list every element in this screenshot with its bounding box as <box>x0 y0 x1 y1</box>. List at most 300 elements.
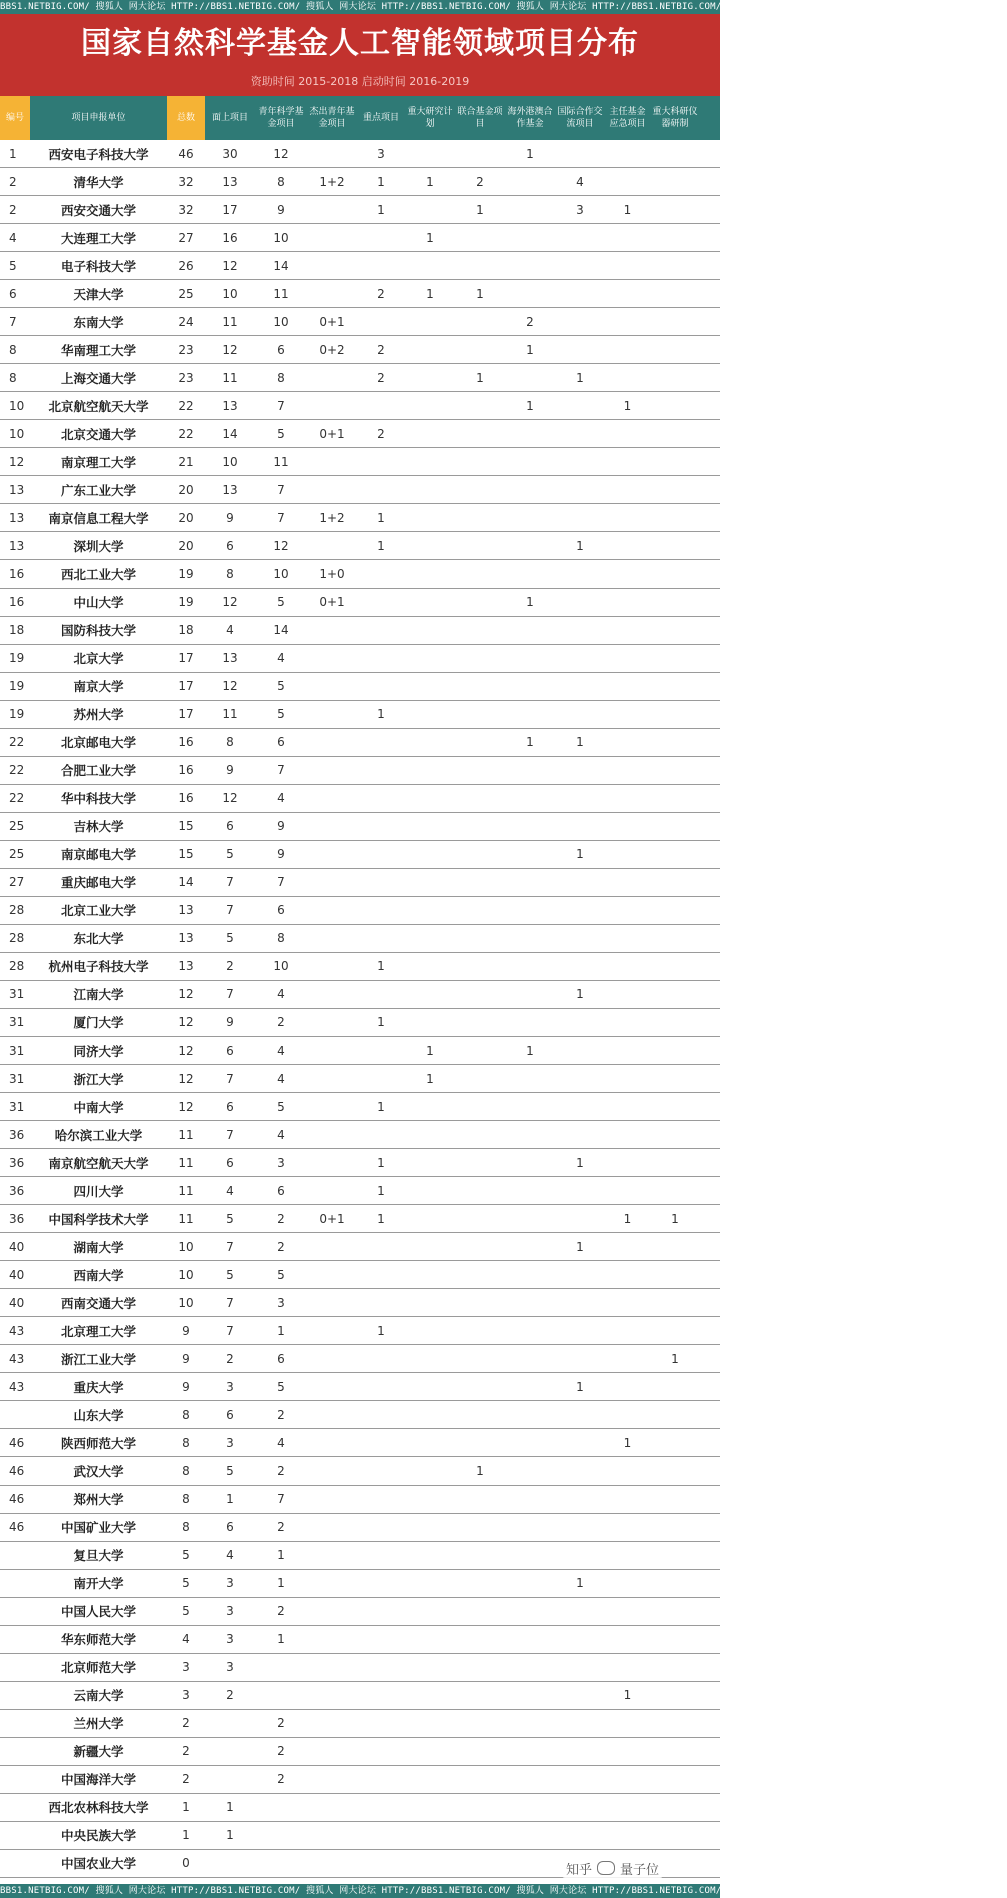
value-cell <box>357 1037 405 1064</box>
value-cell <box>455 645 505 672</box>
value-cell <box>650 392 700 419</box>
value-cell <box>505 1261 555 1288</box>
value-cell <box>555 392 605 419</box>
value-cell <box>605 953 650 980</box>
value-cell <box>405 617 455 644</box>
institution-cell: 合肥工业大学 <box>60 763 136 779</box>
value-cell <box>307 1766 357 1793</box>
table-row <box>0 1177 720 1205</box>
institution-cell: 中央民族大学 <box>60 1828 136 1844</box>
institution-cell: 湖南大学 <box>73 1239 124 1255</box>
value-cell <box>650 252 700 279</box>
value-cell <box>555 813 605 840</box>
value-cell <box>605 1177 650 1204</box>
value-cell: 7 <box>277 398 285 413</box>
value-cell <box>555 1289 605 1316</box>
value-cell: 14 <box>178 875 194 890</box>
value-cell: 1 <box>576 1379 584 1394</box>
value-cell <box>555 1766 605 1793</box>
watermark-top: BBS1.NETBIG.COM/ 搜狐人 网大论坛 HTTP://BBS1.NETBIG.COM/ 搜狐人 网大论坛 HTTP://BBS1.NETBIG.COM/ 搜狐人 网大论坛 HTTP://BBS1.NETBIG.COM/ 搜狐人 网大论坛 HTTP://BBS1.NETBIG.COM/ 搜狐人 网大论坛 <box>0 2 1007 12</box>
rank-cell: 40 <box>9 1239 25 1254</box>
value-cell <box>555 1009 605 1036</box>
value-cell <box>555 224 605 251</box>
value-cell <box>605 1542 650 1569</box>
value-cell <box>650 981 700 1008</box>
value-cell <box>605 1401 650 1428</box>
value-cell: 8 <box>182 1520 190 1535</box>
value-cell <box>357 1794 405 1821</box>
value-cell <box>505 813 555 840</box>
value-cell <box>650 785 700 812</box>
value-cell: 1 <box>623 1435 632 1450</box>
value-cell: 1 <box>576 370 584 385</box>
value-cell <box>357 1626 405 1653</box>
institution-cell: 北京交通大学 <box>60 426 136 442</box>
value-cell <box>455 1486 505 1513</box>
table-row <box>0 1093 720 1121</box>
value-cell: 1 <box>377 174 385 189</box>
value-cell: 8 <box>277 931 285 946</box>
value-cell: 2 <box>226 959 234 974</box>
value-cell <box>650 589 700 616</box>
value-cell <box>505 925 555 952</box>
value-cell: 12 <box>222 342 238 357</box>
value-cell <box>555 673 605 700</box>
value-cell <box>405 448 455 475</box>
value-cell <box>455 252 505 279</box>
value-cell: 13 <box>222 651 238 666</box>
institution-cell: 重庆邮电大学 <box>60 875 136 891</box>
value-cell <box>405 364 455 391</box>
value-cell <box>505 224 555 251</box>
value-cell <box>455 448 505 475</box>
value-cell <box>307 280 357 307</box>
value-cell: 1 <box>377 1211 385 1226</box>
value-cell <box>455 1177 505 1204</box>
rank-cell: 13 <box>9 482 25 497</box>
value-cell <box>555 785 605 812</box>
value-cell <box>307 1373 357 1400</box>
value-cell: 1 <box>277 1632 285 1647</box>
value-cell <box>505 1205 555 1232</box>
value-cell <box>605 1121 650 1148</box>
table-row <box>0 1401 720 1429</box>
value-cell <box>505 1121 555 1148</box>
value-cell <box>307 897 357 924</box>
header-distinguished-youth: 杰出青年基金项目 <box>309 107 355 129</box>
table-row <box>0 1794 720 1822</box>
table-row <box>0 813 720 841</box>
value-cell <box>205 1850 255 1877</box>
value-cell <box>505 1345 555 1372</box>
rank-cell: 31 <box>9 1015 25 1030</box>
value-cell: 9 <box>277 847 285 862</box>
value-cell <box>605 420 650 447</box>
value-cell: 5 <box>182 1548 190 1563</box>
value-cell <box>405 1738 455 1765</box>
value-cell <box>455 1205 505 1232</box>
rank-cell: 46 <box>9 1463 25 1478</box>
value-cell <box>650 1401 700 1428</box>
value-cell <box>455 1233 505 1260</box>
rank-cell: 31 <box>9 987 25 1002</box>
value-cell: 17 <box>178 679 194 694</box>
value-cell <box>555 1429 605 1456</box>
table-row <box>0 224 720 252</box>
value-cell <box>505 1486 555 1513</box>
value-cell: 1 <box>576 735 584 750</box>
value-cell: 1 <box>623 202 632 217</box>
value-cell <box>605 252 650 279</box>
institution-cell: 南京理工大学 <box>60 454 136 470</box>
rank-cell <box>0 1626 30 1653</box>
value-cell <box>455 1261 505 1288</box>
value-cell <box>307 1598 357 1625</box>
institution-cell: 西安交通大学 <box>60 202 136 218</box>
value-cell <box>307 196 357 223</box>
institution-cell: 中国农业大学 <box>60 1856 136 1872</box>
rank-cell <box>0 1598 30 1625</box>
value-cell <box>650 1710 700 1737</box>
value-cell: 2 <box>277 1716 285 1731</box>
value-cell <box>307 224 357 251</box>
institution-cell: 四川大学 <box>73 1183 124 1199</box>
value-cell <box>605 785 650 812</box>
value-cell <box>455 476 505 503</box>
value-cell <box>605 504 650 531</box>
value-cell: 0+2 <box>319 342 345 357</box>
value-cell: 0+1 <box>319 595 345 610</box>
value-cell: 1 <box>526 735 534 750</box>
value-cell: 7 <box>277 510 285 525</box>
value-cell <box>405 1822 455 1849</box>
rank-cell: 36 <box>9 1183 25 1198</box>
value-cell: 12 <box>178 1043 194 1058</box>
value-cell <box>650 1289 700 1316</box>
rank-cell: 2 <box>9 174 17 189</box>
value-cell: 2 <box>182 1716 190 1731</box>
value-cell <box>405 476 455 503</box>
value-cell <box>307 392 357 419</box>
value-cell <box>650 336 700 363</box>
value-cell <box>307 785 357 812</box>
value-cell: 12 <box>273 146 289 161</box>
value-cell: 4 <box>277 1071 285 1086</box>
institution-cell: 吉林大学 <box>73 819 124 835</box>
value-cell <box>405 925 455 952</box>
value-cell <box>505 869 555 896</box>
value-cell: 7 <box>226 1239 234 1254</box>
value-cell <box>605 1738 650 1765</box>
institution-cell: 西北农林科技大学 <box>48 1800 149 1816</box>
value-cell: 4 <box>182 1632 190 1647</box>
value-cell <box>455 532 505 559</box>
value-cell <box>650 869 700 896</box>
value-cell <box>555 1205 605 1232</box>
value-cell: 7 <box>226 1071 234 1086</box>
rank-cell <box>0 1682 30 1709</box>
institution-cell: 天津大学 <box>73 286 124 302</box>
value-cell <box>555 897 605 924</box>
institution-cell: 杭州电子科技大学 <box>48 959 149 975</box>
value-cell: 9 <box>182 1323 190 1338</box>
value-cell <box>605 981 650 1008</box>
value-cell <box>405 1345 455 1372</box>
value-cell: 0+1 <box>319 314 345 329</box>
value-cell <box>505 1766 555 1793</box>
value-cell <box>405 1373 455 1400</box>
value-cell <box>505 364 555 391</box>
table-row <box>0 617 720 645</box>
value-cell <box>307 617 357 644</box>
value-cell <box>555 476 605 503</box>
value-cell <box>455 1850 505 1877</box>
institution-cell: 中国科学技术大学 <box>48 1211 149 1227</box>
value-cell <box>357 617 405 644</box>
value-cell: 8 <box>277 174 285 189</box>
value-cell <box>405 1457 455 1484</box>
table-row <box>0 953 720 981</box>
table-row <box>0 560 720 588</box>
value-cell <box>405 560 455 587</box>
value-cell <box>605 1345 650 1372</box>
institution-cell: 重庆大学 <box>73 1379 124 1395</box>
value-cell <box>555 645 605 672</box>
value-cell: 19 <box>178 566 194 581</box>
value-cell <box>455 1121 505 1148</box>
value-cell <box>357 1457 405 1484</box>
value-cell: 11 <box>273 454 289 469</box>
value-cell <box>555 1794 605 1821</box>
table-row <box>0 1149 720 1177</box>
value-cell <box>455 420 505 447</box>
value-cell <box>505 1093 555 1120</box>
page-subtitle: 资助时间 2015-2018 启动时间 2016-2019 <box>0 72 720 96</box>
institution-cell: 清华大学 <box>73 174 124 190</box>
value-cell <box>405 1317 455 1344</box>
institution-cell: 北京理工大学 <box>60 1323 136 1339</box>
value-cell <box>505 1401 555 1428</box>
table-row <box>0 1457 720 1485</box>
value-cell: 1 <box>377 707 385 722</box>
institution-cell: 陕西师范大学 <box>60 1435 136 1451</box>
value-cell: 13 <box>178 959 194 974</box>
value-cell <box>307 1345 357 1372</box>
institution-cell: 厦门大学 <box>73 1015 124 1031</box>
value-cell <box>455 1345 505 1372</box>
value-cell <box>357 1233 405 1260</box>
value-cell: 1+0 <box>319 566 345 581</box>
value-cell: 3 <box>226 1660 234 1675</box>
value-cell: 1 <box>526 1043 534 1058</box>
value-cell <box>605 841 650 868</box>
institution-cell: 北京工业大学 <box>60 903 136 919</box>
value-cell <box>357 673 405 700</box>
table-row <box>0 673 720 701</box>
rank-cell: 13 <box>9 510 25 525</box>
value-cell <box>405 729 455 756</box>
value-cell <box>405 1149 455 1176</box>
value-cell <box>307 140 357 167</box>
table-row <box>0 476 720 504</box>
value-cell <box>405 1626 455 1653</box>
value-cell: 1 <box>526 398 534 413</box>
value-cell <box>455 1794 505 1821</box>
value-cell: 4 <box>226 623 234 638</box>
value-cell: 7 <box>226 987 234 1002</box>
institution-cell: 南京邮电大学 <box>60 847 136 863</box>
value-cell <box>505 1373 555 1400</box>
value-cell: 7 <box>226 1323 234 1338</box>
value-cell: 1 <box>377 959 385 974</box>
value-cell <box>357 981 405 1008</box>
value-cell <box>650 1121 700 1148</box>
value-cell: 8 <box>182 1407 190 1422</box>
value-cell <box>357 589 405 616</box>
value-cell: 2 <box>182 1744 190 1759</box>
value-cell: 11 <box>222 314 238 329</box>
value-cell <box>307 1009 357 1036</box>
value-cell <box>650 1738 700 1765</box>
value-cell: 5 <box>277 595 285 610</box>
institution-cell: 北京邮电大学 <box>60 735 136 751</box>
value-cell <box>650 729 700 756</box>
value-cell: 3 <box>277 1155 285 1170</box>
rank-cell: 40 <box>9 1295 25 1310</box>
value-cell: 30 <box>222 146 238 161</box>
value-cell: 7 <box>226 903 234 918</box>
value-cell: 5 <box>277 679 285 694</box>
value-cell <box>505 1317 555 1344</box>
table-row <box>0 1009 720 1037</box>
value-cell: 1 <box>277 1576 285 1591</box>
value-cell <box>505 420 555 447</box>
value-cell <box>455 1710 505 1737</box>
value-cell: 23 <box>178 370 194 385</box>
header-joint-fund: 联合基金项目 <box>457 107 503 129</box>
value-cell <box>555 1345 605 1372</box>
value-cell <box>455 813 505 840</box>
value-cell <box>505 1289 555 1316</box>
value-cell: 1 <box>226 1492 234 1507</box>
header-institution: 项目申报单位 <box>71 113 126 123</box>
value-cell: 2 <box>377 426 385 441</box>
watermark-bottom: BBS1.NETBIG.COM/ 搜狐人 网大论坛 HTTP://BBS1.NETBIG.COM/ 搜狐人 网大论坛 HTTP://BBS1.NETBIG.COM/ 搜狐人 网大论坛 HTTP://BBS1.NETBIG.COM/ 搜狐人 网大论坛 HTTP://BBS1.NETBIG.COM/ 搜狐人 网大论坛 <box>0 1886 1007 1896</box>
institution-cell: 华南理工大学 <box>60 342 136 358</box>
rank-cell: 43 <box>9 1323 25 1338</box>
value-cell: 10 <box>273 959 289 974</box>
header-youth-fund: 青年科学基金项目 <box>258 107 304 129</box>
value-cell: 1 <box>277 1548 285 1563</box>
value-cell <box>455 560 505 587</box>
value-cell <box>555 617 605 644</box>
value-cell: 6 <box>226 1155 234 1170</box>
value-cell <box>307 1626 357 1653</box>
rank-cell: 28 <box>9 931 25 946</box>
value-cell <box>555 1317 605 1344</box>
value-cell <box>405 1429 455 1456</box>
value-cell: 5 <box>226 1463 234 1478</box>
value-cell: 2 <box>277 1239 285 1254</box>
table-row <box>0 729 720 757</box>
value-cell <box>405 841 455 868</box>
value-cell: 1 <box>623 1688 632 1703</box>
value-cell: 8 <box>182 1435 190 1450</box>
table-row <box>0 869 720 897</box>
value-cell: 0 <box>182 1856 190 1871</box>
value-cell: 6 <box>226 538 234 553</box>
value-cell <box>555 504 605 531</box>
value-cell <box>307 757 357 784</box>
value-cell <box>605 364 650 391</box>
value-cell: 20 <box>178 538 194 553</box>
value-cell <box>555 1093 605 1120</box>
value-cell: 46 <box>178 146 194 161</box>
value-cell <box>357 1373 405 1400</box>
value-cell <box>505 252 555 279</box>
table-row <box>0 1738 720 1766</box>
rank-cell <box>0 1822 30 1849</box>
value-cell: 12 <box>178 1071 194 1086</box>
value-cell <box>307 953 357 980</box>
value-cell <box>505 1233 555 1260</box>
value-cell <box>357 757 405 784</box>
value-cell: 5 <box>182 1604 190 1619</box>
value-cell <box>307 673 357 700</box>
value-cell <box>357 1766 405 1793</box>
value-cell: 6 <box>226 1043 234 1058</box>
value-cell: 12 <box>222 595 238 610</box>
value-cell: 17 <box>178 707 194 722</box>
institution-cell: 浙江大学 <box>73 1071 124 1087</box>
value-cell: 1 <box>623 1211 632 1226</box>
value-cell <box>405 308 455 335</box>
value-cell <box>405 1598 455 1625</box>
table-row <box>0 1345 720 1373</box>
rank-cell: 31 <box>9 1043 25 1058</box>
value-cell <box>505 981 555 1008</box>
value-cell: 1 <box>182 1800 190 1815</box>
value-cell <box>650 1598 700 1625</box>
value-cell: 17 <box>178 651 194 666</box>
value-cell <box>357 645 405 672</box>
table-header <box>0 96 720 140</box>
value-cell <box>650 1794 700 1821</box>
value-cell <box>650 841 700 868</box>
value-cell: 2 <box>277 1744 285 1759</box>
value-cell: 1 <box>226 1800 234 1815</box>
rank-cell: 43 <box>9 1351 25 1366</box>
value-cell: 8 <box>182 1492 190 1507</box>
value-cell: 13 <box>178 903 194 918</box>
value-cell <box>357 1429 405 1456</box>
value-cell <box>555 1738 605 1765</box>
table-row <box>0 1373 720 1401</box>
value-cell: 8 <box>182 1463 190 1478</box>
wechat-icon <box>597 1861 615 1875</box>
institution-cell: 南开大学 <box>73 1576 124 1592</box>
value-cell <box>307 1177 357 1204</box>
value-cell <box>307 1093 357 1120</box>
value-cell <box>605 925 650 952</box>
value-cell <box>455 1289 505 1316</box>
value-cell: 9 <box>182 1379 190 1394</box>
table-row <box>0 589 720 617</box>
value-cell <box>650 1457 700 1484</box>
institution-cell: 西南交通大学 <box>60 1295 136 1311</box>
value-cell <box>605 1317 650 1344</box>
value-cell <box>605 701 650 728</box>
